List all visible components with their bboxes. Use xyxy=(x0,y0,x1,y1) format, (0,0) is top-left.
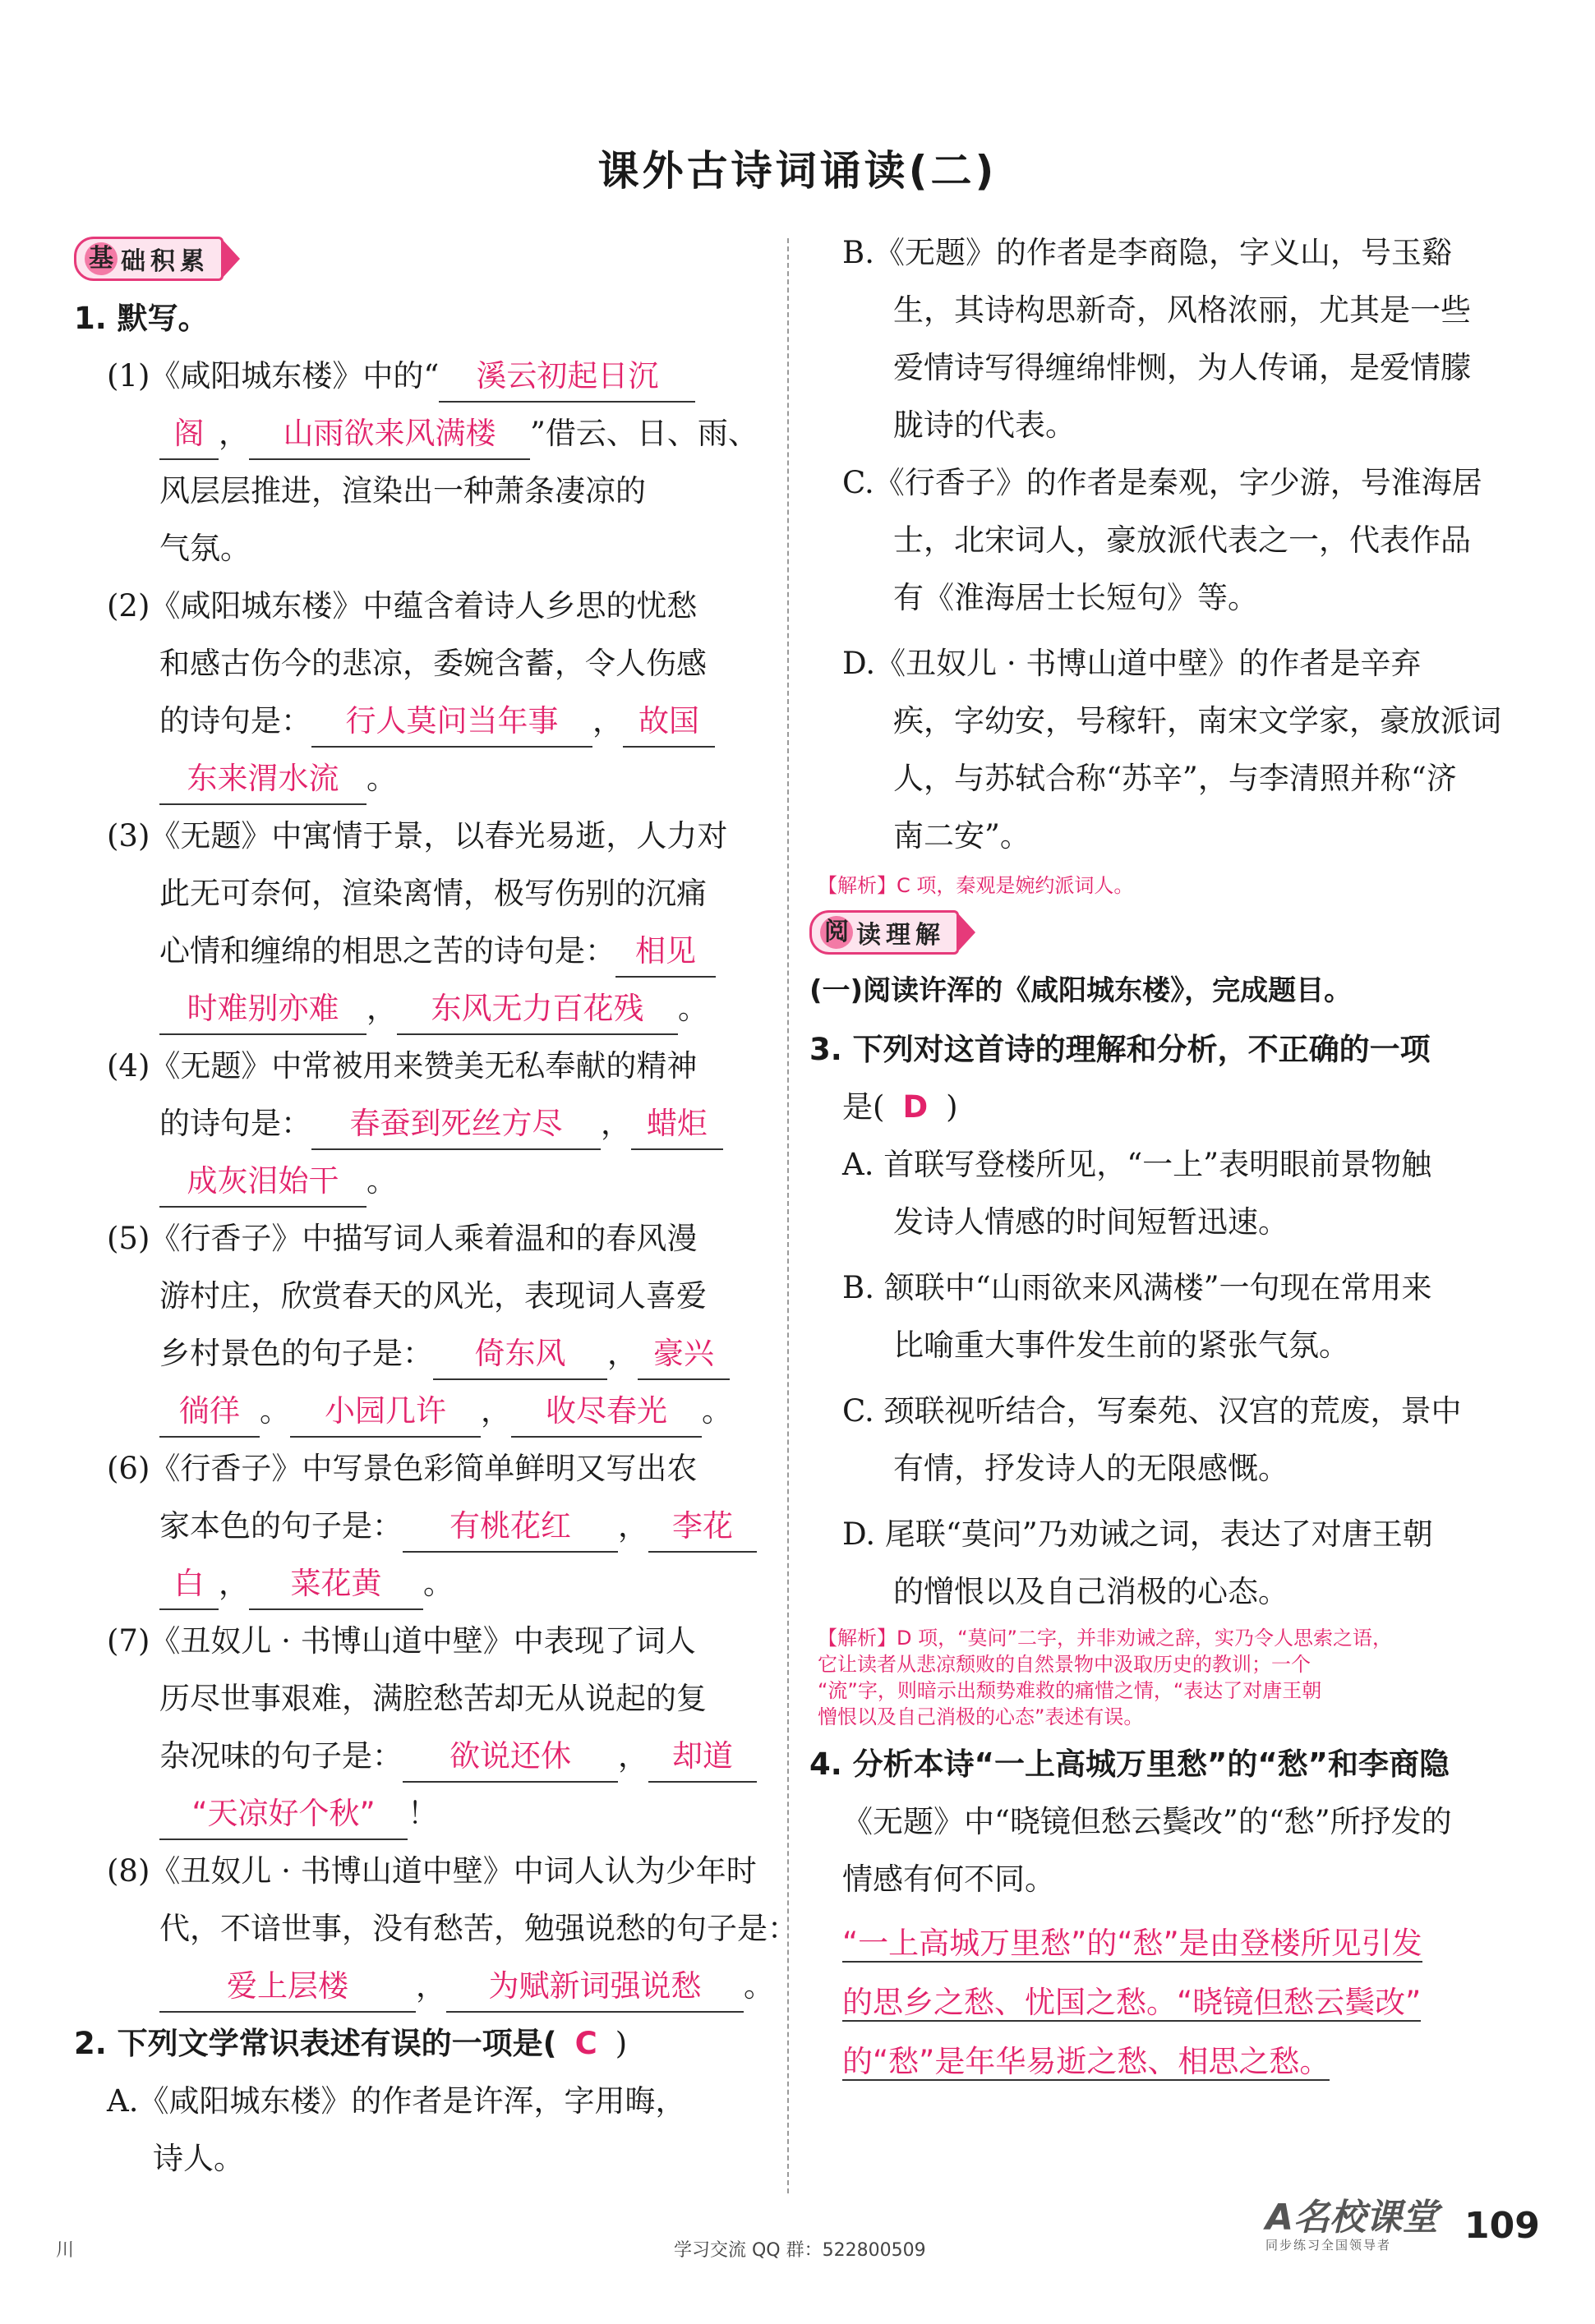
answer-blank: 东风无力百花残 xyxy=(397,984,678,1035)
q1-5-line2: 游村庄，欣赏春天的风光，表现词人喜爱 xyxy=(159,1278,707,1314)
q3-answer: D xyxy=(902,1089,929,1125)
q3-stem-line2: 是( D ) xyxy=(842,1089,958,1125)
q1-5-line1: (5)《行香子》中描写词人乘着温和的春风漫 xyxy=(107,1221,698,1256)
answer-blank: 李花 xyxy=(648,1502,757,1553)
q3-analysis-note: 【解析】D 项，“莫问”二字，并非劝诫之辞，实乃令人思索之语， 它让读者从悲凉颓败的自然景物中汲取历史的教训；一个 “流”字，则暗示出颓势难救的痛惜之情，“表达了对唐王朝 憎恨以及自己消极的心态”表述有误。 xyxy=(818,1627,1392,1728)
answer-blank: “天凉好个秋” xyxy=(159,1789,408,1840)
q1-7-line4: “天凉好个秋” ！ xyxy=(159,1789,438,1840)
answer-blank: 却道 xyxy=(648,1732,757,1783)
q1-4-line3: 成灰泪始干 。 xyxy=(159,1157,397,1208)
answer-blank: 行人莫问当年事 xyxy=(311,697,592,748)
q1-6-line1: (6)《行香子》中写景色彩简单鲜明又写出农 xyxy=(107,1451,698,1486)
q2-option-d-line4: 南二安”。 xyxy=(893,818,1030,854)
q1-8-line3: 爱上层楼 ， 为赋新词强说愁 。 xyxy=(159,1962,774,2013)
q1-2-line4: 东来渭水流 。 xyxy=(159,754,397,805)
q2-option-d-line1: D.《丑奴儿 · 书博山道中壁》的作者是辛弃 xyxy=(842,646,1422,681)
q2-option-b-line3: 爱情诗写得缠绵悱恻，为人传诵，是爱情朦 xyxy=(893,350,1471,385)
answer-blank: 成灰泪始干 xyxy=(159,1157,366,1208)
q3-option-b-line2: 比喻重大事件发生前的紧张气氛。 xyxy=(893,1328,1349,1363)
q1-2-line3: 的诗句是： 行人莫问当年事 ， 故国 xyxy=(159,697,715,748)
answer-blank: 春蚕到死丝方尽 xyxy=(311,1099,601,1150)
q1-7-line3: 杂况味的句子是： 欲说还休 ， 却道 xyxy=(159,1732,757,1783)
q1-4-line1: (4)《无题》中常被用来赞美无私奉献的精神 xyxy=(107,1048,698,1084)
answer-blank: 收尽春光 xyxy=(511,1387,702,1438)
q2-option-d-line3: 人，与苏轼合称“苏辛”，与李清照并称“济 xyxy=(893,761,1457,796)
q3-option-a-line2: 发诗人情感的时间短暂迅速。 xyxy=(893,1204,1288,1240)
answer-blank: 菜花黄 xyxy=(249,1559,423,1610)
answer-blank: 豪兴 xyxy=(638,1329,730,1380)
q2-analysis-note: 【解析】C 项，秦观是婉约派词人。 xyxy=(818,874,1134,897)
q1-3-line4: 时难别亦难 ， 东风无力百花残 。 xyxy=(159,984,708,1035)
q1-5-line4: 徜徉 。 小园几许 ， 收尽春光 。 xyxy=(159,1387,732,1438)
column-divider xyxy=(787,238,789,2193)
q1-1-line4: 气氛。 xyxy=(159,531,251,566)
q2-option-a-line1: A.《咸阳城东楼》的作者是许浑，字用晦， xyxy=(107,2083,686,2119)
answer-blank: 白 xyxy=(159,1559,219,1610)
answer-blank: 欲说还休 xyxy=(403,1732,618,1783)
q2-stem: 2. 下列文学常识表述有误的一项是( C ) xyxy=(74,2026,628,2061)
q2-option-b-line1: B.《无题》的作者是李商隐，字义山，号玉谿 xyxy=(842,235,1452,270)
brand-name: A名校课堂 xyxy=(1265,2197,1439,2239)
brand-logo xyxy=(1265,2198,1454,2256)
section-label: 读理解 xyxy=(856,921,945,950)
q4-stem-line2: 《无题》中“晓镜但愁云鬓改”的“愁”所抒发的 xyxy=(842,1804,1452,1839)
section-label: 础积累 xyxy=(121,247,210,276)
answer-blank: 东来渭水流 xyxy=(159,754,366,805)
q4-stem-line1: 4. 分析本诗“一上高城万里愁”的“愁”和李商隐 xyxy=(809,1746,1450,1782)
q1-1-line2: 阁 ， 山雨欲来风满楼 ”借云、日、雨、 xyxy=(159,409,758,460)
q1-8-line1: (8)《丑奴儿 · 书博山道中壁》中词人认为少年时 xyxy=(107,1853,757,1889)
q3-option-d-line2: 的憎恨以及自己消极的心态。 xyxy=(893,1574,1288,1609)
part-one-heading: (一)阅读许浑的《咸阳城东楼》，完成题目。 xyxy=(809,974,1353,1007)
q1-6-line2: 家本色的句子是： 有桃花红 ， 李花 xyxy=(159,1502,757,1553)
answer-blank: 倚东风 xyxy=(433,1329,607,1380)
q3-option-c-line1: C. 颈联视听结合，写秦苑、汉宫的荒废，景中 xyxy=(842,1393,1462,1429)
q4-stem-line3: 情感有何不同。 xyxy=(842,1862,1055,1897)
q2-option-a-line2: 诗人。 xyxy=(153,2141,244,2176)
answer-blank: 故国 xyxy=(623,697,715,748)
q1-3-line1: (3)《无题》中寓情于景，以春光易逝，人力对 xyxy=(107,818,728,854)
q3-option-a-line1: A. 首联写登楼所见，“一上”表明眼前景物触 xyxy=(842,1147,1432,1182)
answer-blank: 为赋新词强说愁 xyxy=(446,1962,744,2013)
q1-3-line3: 心情和缠绵的相思之苦的诗句是： 相见 xyxy=(159,927,716,978)
answer-blank: 阁 xyxy=(159,409,219,460)
answer-blank: 爱上层楼 xyxy=(159,1962,416,2013)
q3-option-b-line1: B. 颔联中“山雨欲来风满楼”一句现在常用来 xyxy=(842,1270,1432,1305)
q2-option-c-line2: 士，北宋词人，豪放派代表之一，代表作品 xyxy=(893,522,1471,558)
q3-stem-line1: 3. 下列对这首诗的理解和分析，不正确的一项 xyxy=(809,1032,1431,1067)
q1-8-line2: 代，不谙世事，没有愁苦，勉强说愁的句子是： xyxy=(159,1911,798,1946)
q1-2-line1: (2)《咸阳城东楼》中蕴含着诗人乡思的忧愁 xyxy=(107,588,698,624)
q1-4-line2: 的诗句是： 春蚕到死丝方尽 ， 蜡炬 xyxy=(159,1099,723,1150)
q1-7-line1: (7)《丑奴儿 · 书博山道中壁》中表现了词人 xyxy=(107,1623,696,1659)
q1-5-line3: 乡村景色的句子是： 倚东风 ， 豪兴 xyxy=(159,1329,730,1380)
section-badge-basic: 基 础积累 xyxy=(74,238,240,279)
q1-1-line3: 风层层推进，渲染出一种萧条凄凉的 xyxy=(159,473,646,509)
q2-option-c-line1: C.《行香子》的作者是秦观，字少游，号淮海居 xyxy=(842,465,1482,500)
section-badge-reading: 阅 读理解 xyxy=(809,912,975,953)
page-number: 109 xyxy=(1464,2205,1540,2247)
answer-blank: 有桃花红 xyxy=(403,1502,618,1553)
q1-2-line2: 和感古伤今的悲凉，委婉含蓄，令人伤感 xyxy=(159,646,707,681)
footer-region-mark: 川 xyxy=(56,2240,75,2261)
answer-blank: 蜡炬 xyxy=(631,1099,723,1150)
brand-tagline: 同步练习全国领导者 xyxy=(1265,2238,1392,2253)
q2-option-d-line2: 疾，字幼安，号稼轩，南宋文学家，豪放派词 xyxy=(893,703,1501,739)
q4-answer: “一上高城万里愁”的“愁”是由登楼所见引发 的思乡之愁、忧国之愁。“晓镜但愁云鬓改” 的“愁”是年华易逝之愁、相思之愁。 xyxy=(842,1926,1422,2079)
answer-blank: 溪云初起日沉 xyxy=(439,352,695,403)
answer-blank: 相见 xyxy=(615,927,716,978)
answer-blank: 山雨欲来风满楼 xyxy=(249,409,530,460)
q1-6-line3: 白 ， 菜花黄 。 xyxy=(159,1559,454,1610)
q3-option-d-line1: D. 尾联“莫问”乃劝诫之词，表达了对唐王朝 xyxy=(842,1516,1433,1552)
q3-option-c-line2: 有情，抒发诗人的无限感慨。 xyxy=(893,1451,1288,1486)
q2-option-c-line3: 有《淮海居士长短句》等。 xyxy=(893,580,1258,615)
footer-qq-group: 学习交流 QQ 群：522800509 xyxy=(674,2240,926,2261)
q2-answer: C xyxy=(574,2026,597,2061)
answer-blank: 徜徉 xyxy=(159,1387,260,1438)
q1-3-line2: 此无可奈何，渲染离情，极写伤别的沉痛 xyxy=(159,876,707,911)
q1-head: 1. 默写。 xyxy=(74,301,209,336)
page-title: 课外古诗词诵读(二) xyxy=(597,147,998,195)
answer-blank: 时难别亦难 xyxy=(159,984,366,1035)
answer-blank: 小园几许 xyxy=(290,1387,481,1438)
q2-option-b-line4: 胧诗的代表。 xyxy=(893,407,1076,443)
q2-option-b-line2: 生，其诗构思新奇，风格浓丽，尤其是一些 xyxy=(893,292,1471,328)
q1-1-line1: (1)《咸阳城东楼》中的“ 溪云初起日沉 xyxy=(107,352,695,403)
q1-7-line2: 历尽世事艰难，满腔愁苦却无从说起的复 xyxy=(159,1681,707,1716)
